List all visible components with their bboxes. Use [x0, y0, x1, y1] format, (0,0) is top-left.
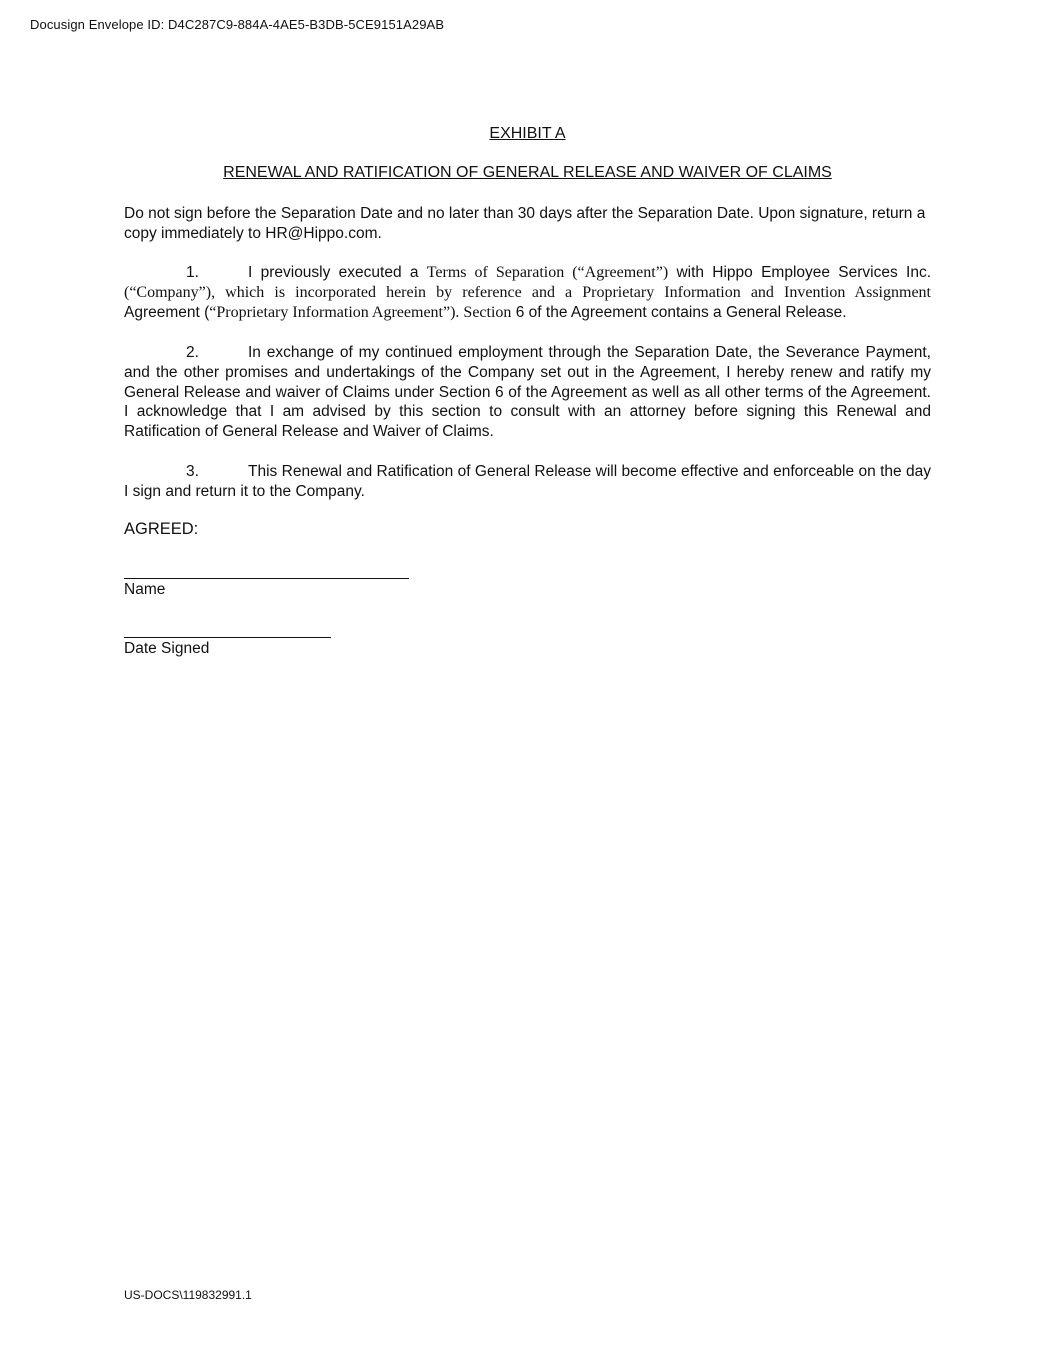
paragraph-text-part: with Hippo Employee Services Inc. [668, 264, 931, 281]
paragraph-3 [124, 462, 931, 502]
paragraph-text-part: Terms of Separation (“Agreement”) [426, 264, 669, 281]
paragraph-text-part: (“Company”), which is incorporated herein by reference and a Proprietary Information and Invention Assignment [124, 283, 931, 301]
paragraph-text-part: “Proprietary Information Agreement”). Section [209, 303, 512, 321]
paragraph-number: 3. [186, 463, 199, 480]
paragraph-1 [124, 263, 931, 322]
intro-instructions: Do not sign before the Separation Date and no later than 30 days after the Separation Date. Upon signature, return a copy immediately to HR@Hippo.com. [124, 205, 926, 242]
paragraph-text-part: I previously executed a [248, 264, 427, 281]
paragraph-text: This Renewal and Ratification of General Release will become effective and enforceable on the day I sign and return it to the Company. [124, 463, 931, 500]
name-label: Name [124, 581, 166, 598]
agreed-label: AGREED: [124, 520, 199, 538]
paragraph-text-part: Agreement ( [124, 303, 210, 321]
exhibit-title: EXHIBIT A [489, 125, 566, 142]
name-signature-line[interactable] [124, 578, 409, 579]
paragraph-2 [124, 343, 931, 442]
document-subtitle: RENEWAL AND RATIFICATION OF GENERAL RELEASE AND WAIVER OF CLAIMS [223, 164, 832, 181]
envelope-id: Docusign Envelope ID: D4C287C9-884A-4AE5-B3DB-5CE9151A29AB [30, 17, 445, 32]
date-signature-line[interactable] [124, 637, 331, 638]
paragraph-number: 2. [186, 344, 199, 361]
paragraph-text-part: 6 of the Agreement contains a General Release. [511, 303, 847, 321]
date-signed-label: Date Signed [124, 640, 210, 657]
paragraph-number: 1. [186, 264, 199, 281]
document-footer-id: US-DOCS\119832991.1 [124, 1288, 252, 1302]
paragraph-text: In exchange of my continued employment through the Separation Date, the Severance Payment, and the other promises and undertakings of the Company set out in the Agreement, I hereby renew and ratify my General Release and waiver of Claims under Section 6 of the Agreement as well as all other terms of the Agreement. I acknowledge that I am advised by this section to consult with an attorney before signing this Renewal and Ratification of General Release and Waiver of Claims. [124, 344, 931, 441]
